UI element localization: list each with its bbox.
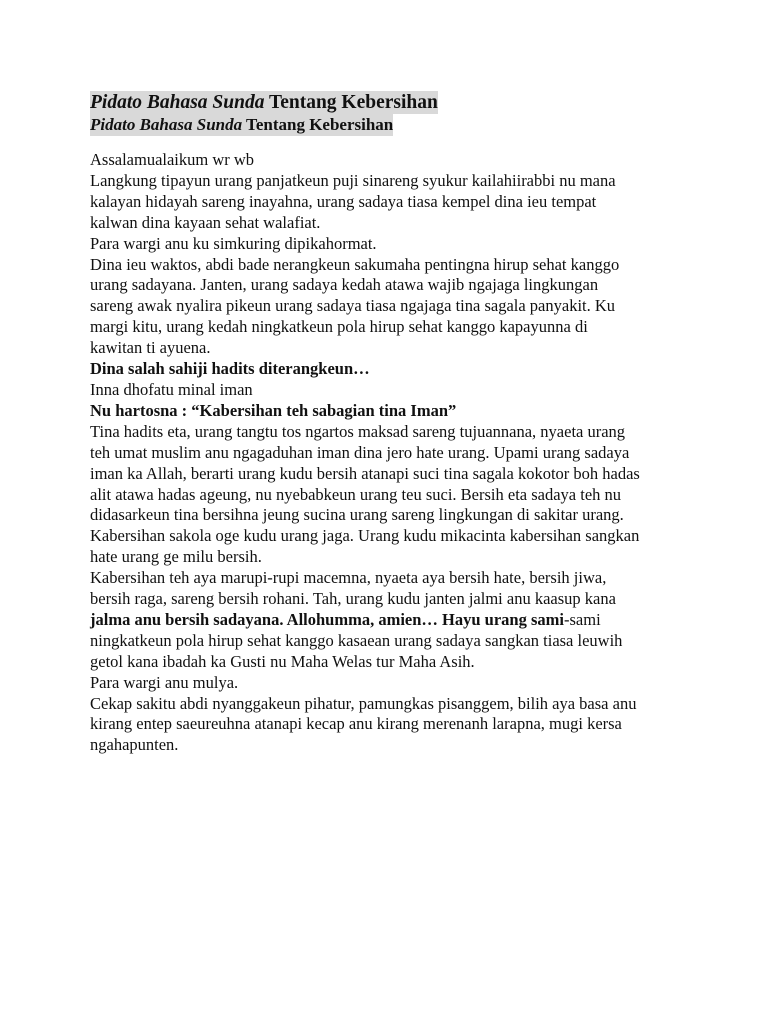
- text-segment: -sami: [564, 609, 601, 629]
- text-segment: alit atawa hadas ageung, nu nyebabkeun urang teu suci. Bersih eta sadaya teh nu: [90, 484, 622, 504]
- speech-body: [90, 150, 700, 756]
- document-title: [90, 91, 438, 114]
- text-line: [90, 255, 700, 276]
- document-content: [90, 91, 700, 756]
- title-rest: Tentang Kebersihan: [264, 92, 438, 113]
- text-segment: Assalamualaikum wr wb: [90, 150, 255, 169]
- bold-text-segment: Dina salah sahiji hadits diterangkeun…: [90, 359, 370, 379]
- text-line: [90, 673, 700, 694]
- text-line: [90, 735, 700, 756]
- text-segment: Dina ieu waktos, abdi bade nerangkeun sakumaha pentingna hirup sehat kanggo: [90, 254, 620, 274]
- text-line: [90, 234, 700, 255]
- title-italic: Pidato Bahasa Sunda: [90, 92, 265, 113]
- text-segment: bersih raga, sareng bersih rohani. Tah, urang kudu janten jalmi anu kaasup kana: [90, 589, 616, 609]
- text-line: [90, 485, 700, 506]
- text-segment: Para wargi anu mulya.: [90, 672, 239, 692]
- document-title-line: [90, 91, 700, 114]
- text-line: [90, 589, 700, 610]
- text-line: [90, 213, 700, 234]
- text-line: [90, 526, 700, 547]
- text-segment: kalwan dina kayaan sehat walafiat.: [90, 212, 321, 232]
- text-line: [90, 380, 700, 401]
- subtitle-italic: Pidato Bahasa Sunda: [90, 115, 243, 134]
- text-segment: sareng awak nyalira pikeun urang sadaya tiasa ngajaga tina sagala panyakit. Ku: [90, 296, 616, 316]
- text-segment: Para wargi anu ku simkuring dipikahormat.: [90, 233, 377, 253]
- text-line: [90, 192, 700, 213]
- text-line: [90, 652, 700, 673]
- text-segment: Inna dhofatu minal iman: [90, 379, 253, 399]
- text-line: [90, 296, 700, 317]
- text-line: [90, 464, 700, 485]
- text-line: [90, 505, 700, 526]
- subtitle-rest: Tentang Kebersihan: [242, 115, 394, 134]
- text-segment: ningkatkeun pola hirup sehat kanggo kasaean urang sadaya sangkan tiasa leuwih: [90, 630, 623, 650]
- bold-text-segment: jalma anu bersih sadayana. Allohumma, amien… Hayu urang sami: [90, 609, 564, 629]
- text-line: [90, 422, 700, 443]
- text-segment: Cekap sakitu abdi nyanggakeun pihatur, pamungkas pisanggem, bilih aya basa anu: [90, 693, 637, 713]
- text-segment: kalayan hidayah sareng inayahna, urang sadaya tiasa kempel dina ieu tempat: [90, 191, 597, 211]
- text-line: [90, 150, 700, 171]
- text-line: [90, 359, 700, 380]
- text-segment: Kabersihan teh aya marupi-rupi macemna, nyaeta aya bersih hate, bersih jiwa,: [90, 568, 607, 588]
- document-subtitle-line: [90, 114, 700, 136]
- text-segment: kawitan ti ayuena.: [90, 338, 211, 358]
- text-segment: ngahapunten.: [90, 735, 179, 755]
- text-segment: getol kana ibadah ka Gusti nu Maha Welas tur Maha Asih.: [90, 651, 475, 671]
- text-line: [90, 631, 700, 652]
- text-line: [90, 401, 700, 422]
- text-line: [90, 714, 700, 735]
- title-block: [90, 91, 700, 136]
- text-segment: teh umat muslim anu ngagaduhan iman dina jero hate urang. Upami urang sadaya: [90, 442, 630, 462]
- text-segment: didasarkeun tina bersihna jeung sucina urang sareng lingkungan di sakitar urang.: [90, 505, 624, 525]
- text-line: [90, 694, 700, 715]
- text-segment: hate urang ge milu bersih.: [90, 547, 262, 567]
- text-line: [90, 171, 700, 192]
- text-segment: Kabersihan sakola oge kudu urang jaga. Urang kudu mikacinta kabersihan sangkan: [90, 526, 640, 546]
- text-line: [90, 547, 700, 568]
- text-line: [90, 338, 700, 359]
- text-line: [90, 610, 700, 631]
- text-line: [90, 568, 700, 589]
- text-segment: Langkung tipayun urang panjatkeun puji sinareng syukur kailahiirabbi nu mana: [90, 170, 616, 190]
- text-segment: Tina hadits eta, urang tangtu tos ngartos maksad sareng tujuannana, nyaeta urang: [90, 421, 626, 441]
- text-line: [90, 317, 700, 338]
- text-segment: iman ka Allah, berarti urang kudu bersih atanapi suci tina sagala kokotor boh hadas: [90, 463, 640, 483]
- text-segment: urang sadayana. Janten, urang sadaya kedah atawa wajib ngajaga lingkungan: [90, 275, 599, 295]
- text-segment: margi kitu, urang kedah ningkatkeun pola hirup sehat kanggo kapayunna di: [90, 317, 588, 337]
- text-line: [90, 443, 700, 464]
- text-segment: kirang entep saeureuhna atanapi kecap anu kirang merenanh larapna, mugi kersa: [90, 714, 622, 734]
- text-line: [90, 275, 700, 296]
- bold-text-segment: Nu hartosna : “Kabersihan teh sabagian tina Iman”: [90, 400, 457, 420]
- document-subtitle: [90, 114, 393, 136]
